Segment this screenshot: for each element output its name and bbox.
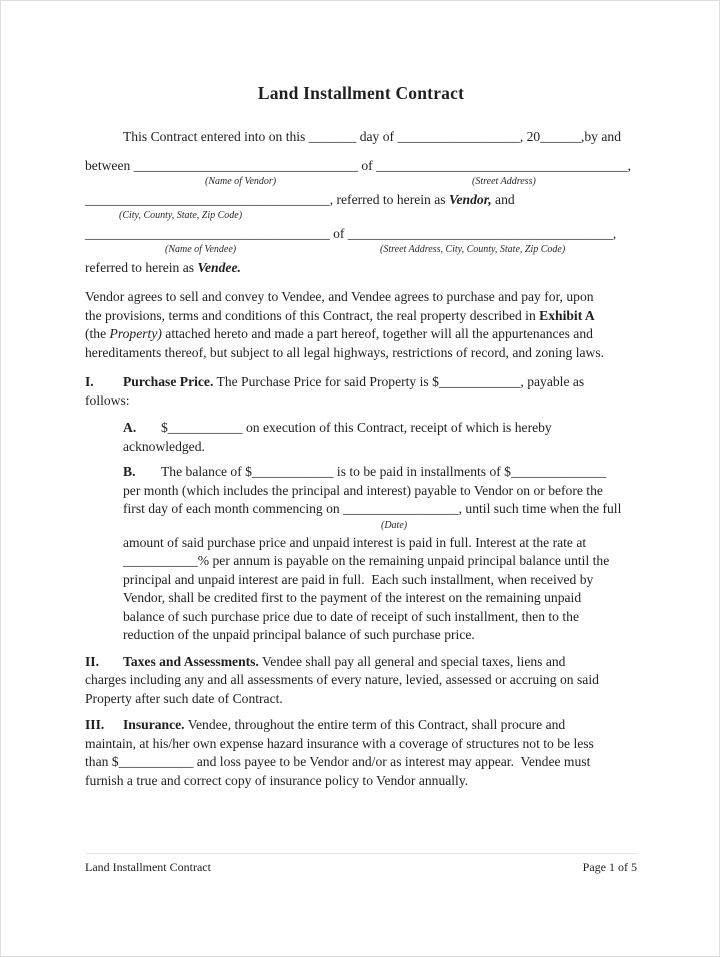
text-segment: Vendee, throughout the entire term of this Contract, shall procure and (184, 717, 566, 732)
text-segment: referred to herein as (85, 260, 198, 275)
text-segment: Vendee shall pay all general and special taxes, liens and (258, 653, 566, 669)
text-line (85, 344, 637, 363)
text-segment: balance of such purchase price due to date of receipt of such installment, then to the (123, 608, 579, 624)
text-line (123, 534, 637, 553)
text-line (85, 735, 637, 754)
text-segment: Property after such date of Contract. (85, 690, 283, 706)
text-line (123, 552, 637, 571)
text-segment: (the (85, 326, 110, 341)
text-segment: This Contract entered into on this _______ day of __________________, 20______,by and (123, 129, 622, 144)
text-line (85, 671, 637, 690)
text-line (85, 127, 637, 146)
text-line (85, 772, 637, 791)
text-line (123, 438, 637, 457)
text-line (85, 373, 637, 392)
text-line (85, 325, 637, 344)
field-label-street-city-county: (Street Address, City, County, State, Zip Code) (380, 244, 566, 255)
field-label-row (85, 175, 637, 190)
section-insurance (85, 716, 637, 790)
text-segment: follows: (85, 392, 130, 408)
section-number: II. (85, 653, 99, 669)
section-number: III. (85, 717, 105, 732)
text-line (85, 258, 637, 277)
field-label-row (123, 519, 637, 534)
text-segment: $___________ on execution of this Contract, receipt of which is hereby (161, 420, 552, 435)
text-line (85, 307, 637, 326)
text-segment: reduction of the unpaid principal balance of such purchase price. (123, 627, 475, 642)
text-segment: hereditaments thereof, but subject to all legal highways, restrictions of record, and zoning laws. (85, 344, 605, 360)
field-label-name-of-vendor: (Name of Vendor) (205, 176, 277, 187)
field-label-name-of-vendee: (Name of Vendee) (165, 244, 237, 255)
text-line (123, 500, 637, 519)
text-segment: amount of said purchase price and unpaid interest is paid in full. Interest at the rate at (123, 534, 587, 550)
field-label-street-address: (Street Address) (472, 176, 536, 187)
text-segment: acknowledged. (123, 438, 205, 454)
text-segment: than $___________ and loss payee to be Vendor and/or as interest may appear. Vendee must (85, 754, 591, 769)
text-line (85, 653, 637, 672)
recitals-paragraph (85, 288, 637, 362)
text-segment: furnish a true and correct copy of insurance policy to Vendor annually. (85, 772, 469, 788)
text-line (85, 690, 637, 709)
text-line (85, 224, 637, 243)
text-line (123, 589, 637, 608)
document-title: Land Installment Contract (257, 83, 465, 103)
text-segment: The balance of $____________ is to be paid in installments of $______________ (161, 464, 607, 479)
subsection-number: A. (123, 420, 137, 435)
text-line (123, 419, 637, 438)
text-segment: per month (which includes the principal and interest) payable to Vendor on or before the (123, 482, 603, 498)
text-segment: The Purchase Price for said Property is $____________, payable as (213, 374, 585, 389)
text-line (123, 571, 637, 590)
subsection-a (123, 419, 637, 456)
text-line (85, 392, 637, 411)
text-segment: attached hereto and made a part hereof, together will all the appurtenances and (161, 326, 593, 341)
text-segment: ____________________________________ of _______________________________________, (85, 226, 617, 241)
property-term: Property) (109, 326, 162, 341)
vendee-term: Vendee. (197, 260, 241, 275)
field-label-row (85, 209, 637, 224)
text-segment: Vendor agrees to sell and convey to Vendee, and Vendee agrees to purchase and pay for, upon (85, 289, 594, 304)
text-line (85, 190, 637, 209)
footer-doc-name: Land Installment Contract (85, 860, 211, 874)
section-purchase-price (85, 373, 637, 645)
vendor-term: Vendor, (448, 192, 492, 207)
section-taxes-assessments (85, 653, 637, 709)
exhibit-a-term: Exhibit A (539, 307, 595, 323)
text-line (123, 463, 637, 482)
text-segment: the provisions, terms and conditions of this Contract, the real property described in (85, 307, 540, 323)
text-line (123, 626, 637, 645)
page-footer (85, 853, 637, 875)
text-segment: first day of each month commencing on _________________, until such time when the full (123, 501, 622, 516)
subsection-number: B. (123, 464, 136, 479)
footer-page-number: Page 1 of 5 (582, 860, 637, 874)
subsection-b (123, 463, 637, 645)
section-heading: Purchase Price. (123, 374, 214, 389)
section-number: I. (85, 374, 94, 389)
opening-clause (85, 127, 637, 277)
text-line (123, 482, 637, 501)
field-label-date: (Date) (381, 519, 408, 531)
section-heading: Taxes and Assessments. (123, 653, 259, 669)
text-segment: principal and unpaid interest are paid in full. Each such installment, when received by (123, 571, 594, 587)
field-label-row (85, 243, 637, 258)
text-segment: ____________________________________, referred to herein as (85, 192, 449, 207)
text-line (123, 608, 637, 627)
section-heading: Insurance. (123, 717, 185, 732)
text-line (85, 288, 637, 307)
text-segment: between _________________________________ of _____________________________________, (85, 158, 631, 173)
text-segment: and (491, 192, 515, 207)
text-line (85, 753, 637, 772)
text-segment: ___________% per annum is payable on the remaining unpaid principal balance until the (123, 553, 610, 568)
text-line (85, 716, 637, 735)
field-label-city-county-state-zip: (City, County, State, Zip Code) (119, 210, 243, 221)
text-segment: charges including any and all assessments of every nature, levied, assessed or accruing on said (85, 672, 599, 687)
text-line (85, 156, 637, 175)
text-segment: Vendor, shall be credited first to the payment of the interest on the remaining unpaid (123, 590, 582, 605)
text-segment: maintain, at his/her own expense hazard insurance with a coverage of structures not to be less (85, 735, 594, 751)
